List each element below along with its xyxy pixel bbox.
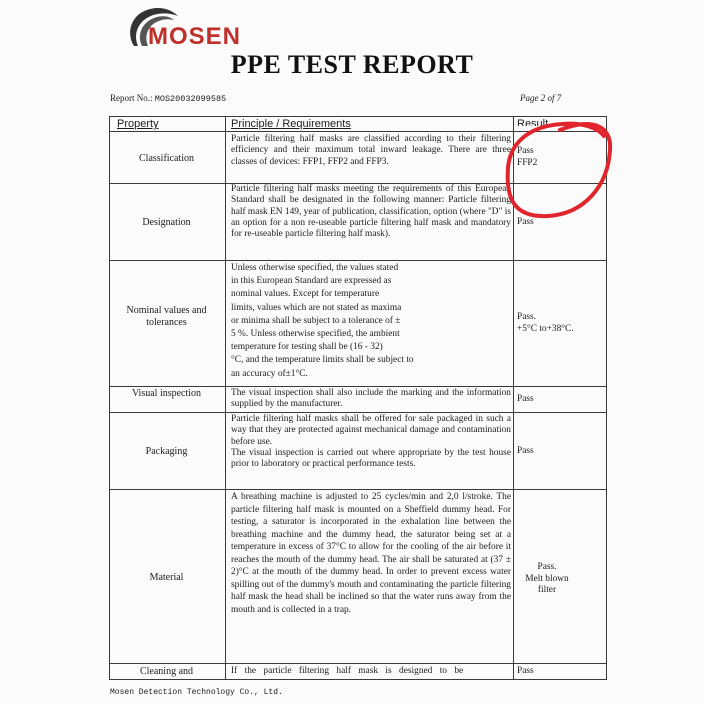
row-divider xyxy=(109,260,607,261)
result-classification: Pass FFP2 xyxy=(517,146,538,168)
header-result: Result xyxy=(517,118,549,126)
report-number xyxy=(110,93,226,104)
result-visual-inspection: Pass xyxy=(517,394,534,404)
table-border-right xyxy=(606,116,607,680)
property-cleaning: Cleaning and xyxy=(139,666,194,677)
property-packaging: Packaging xyxy=(145,446,188,457)
property-classification: Classification xyxy=(139,153,194,164)
header-principle: Principle / Requirements xyxy=(231,118,351,130)
table-border-bottom xyxy=(109,679,607,680)
page-number: Page 2 of 7 xyxy=(520,93,562,103)
result-packaging: Pass xyxy=(517,446,534,456)
result-designation: Pass xyxy=(517,217,534,227)
result-cleaning: Pass xyxy=(517,666,534,676)
row-divider xyxy=(109,412,607,413)
header-property: Property xyxy=(117,118,159,130)
property-visual-inspection: Visual inspection xyxy=(131,388,202,399)
row-divider xyxy=(109,131,607,132)
row-divider xyxy=(109,386,607,387)
result-material: Pass. Melt blown filter xyxy=(525,562,569,596)
property-designation: Designation xyxy=(142,217,191,228)
principle-material: A breathing machine is adjusted to 25 cycles/min and 2,0 l/stroke. The particle filtering half mask is mounted on a Sheffield dummy head. For testing, a saturator is incorporated in the exhalation line between the breathing machine and the dummy head, the saturator being set at a temperature in excess of 37°C to allow for the cooling of the air before it reaches the mouth of the dummy head. The air shall be saturated at (37 ± 2)°C at the mouth of the dummy head. In order to prevent excess water spilling out of the dummy's mouth and contaminating the particle filtering half mask the head shall be inclined so that the water runs away from the mouth and is collected in a trap. xyxy=(231,492,511,615)
requirements-table xyxy=(109,116,607,680)
principle-packaging: Particle filtering half masks shall be offered for sale packaged in such a way that they are protected against mechanical damage and contamination before use. The visual inspection is carried out where appropriate by the test house prior to laboratory or practical performance tests. xyxy=(231,414,511,470)
table-border-top xyxy=(109,116,607,117)
logo-text: MOSEN xyxy=(148,23,242,50)
principle-cleaning: If the particle filtering half mask is designed to be xyxy=(231,666,464,676)
footer-company: Mosen Detection Technology Co., Ltd. xyxy=(110,688,283,697)
property-nominal-values: Nominal values and tolerances xyxy=(126,305,207,328)
principle-nominal-values: Unless otherwise specified, the values stated in this European Standard are expressed as nominal values. Except for temperature limits, values which are not stated as maxima or minima shall be subject to a tolerance of ± 5 %. Unless otherwise specified, the ambient temperature for testing shall be (16 - 32) °C, and the temperature limits shall be subject to an accuracy of±1°C. xyxy=(231,263,414,379)
report-number-label: Report No.: xyxy=(110,93,153,103)
principle-visual-inspection: The visual inspection shall also include the marking and the information supplied by the manufacturer. xyxy=(231,388,511,410)
row-divider xyxy=(109,489,607,490)
principle-classification: Particle filtering half masks are classified according to their filtering efficiency and their maximum total inward leakage. There are three classes of devices: FFP1, FFP2 and FFP3. xyxy=(231,134,511,167)
row-divider xyxy=(109,663,607,664)
report-number-value: MOS20032099585 xyxy=(154,94,227,104)
company-logo xyxy=(124,6,254,52)
principle-designation: Particle filtering half masks meeting the requirements of this European Standard shall be designated in the following manner: Particle filtering half mask EN 149, year of publication, classification, option (where "D" is an option for a non re-useable particle filtering half mask and mandatory for re-useable particle filtering half mask). xyxy=(231,184,511,240)
result-nominal-values: Pass. +5°C to+38°C. xyxy=(517,312,574,334)
column-divider xyxy=(225,116,226,680)
property-material: Material xyxy=(149,572,184,583)
report-title: PPE TEST REPORT xyxy=(230,50,474,79)
